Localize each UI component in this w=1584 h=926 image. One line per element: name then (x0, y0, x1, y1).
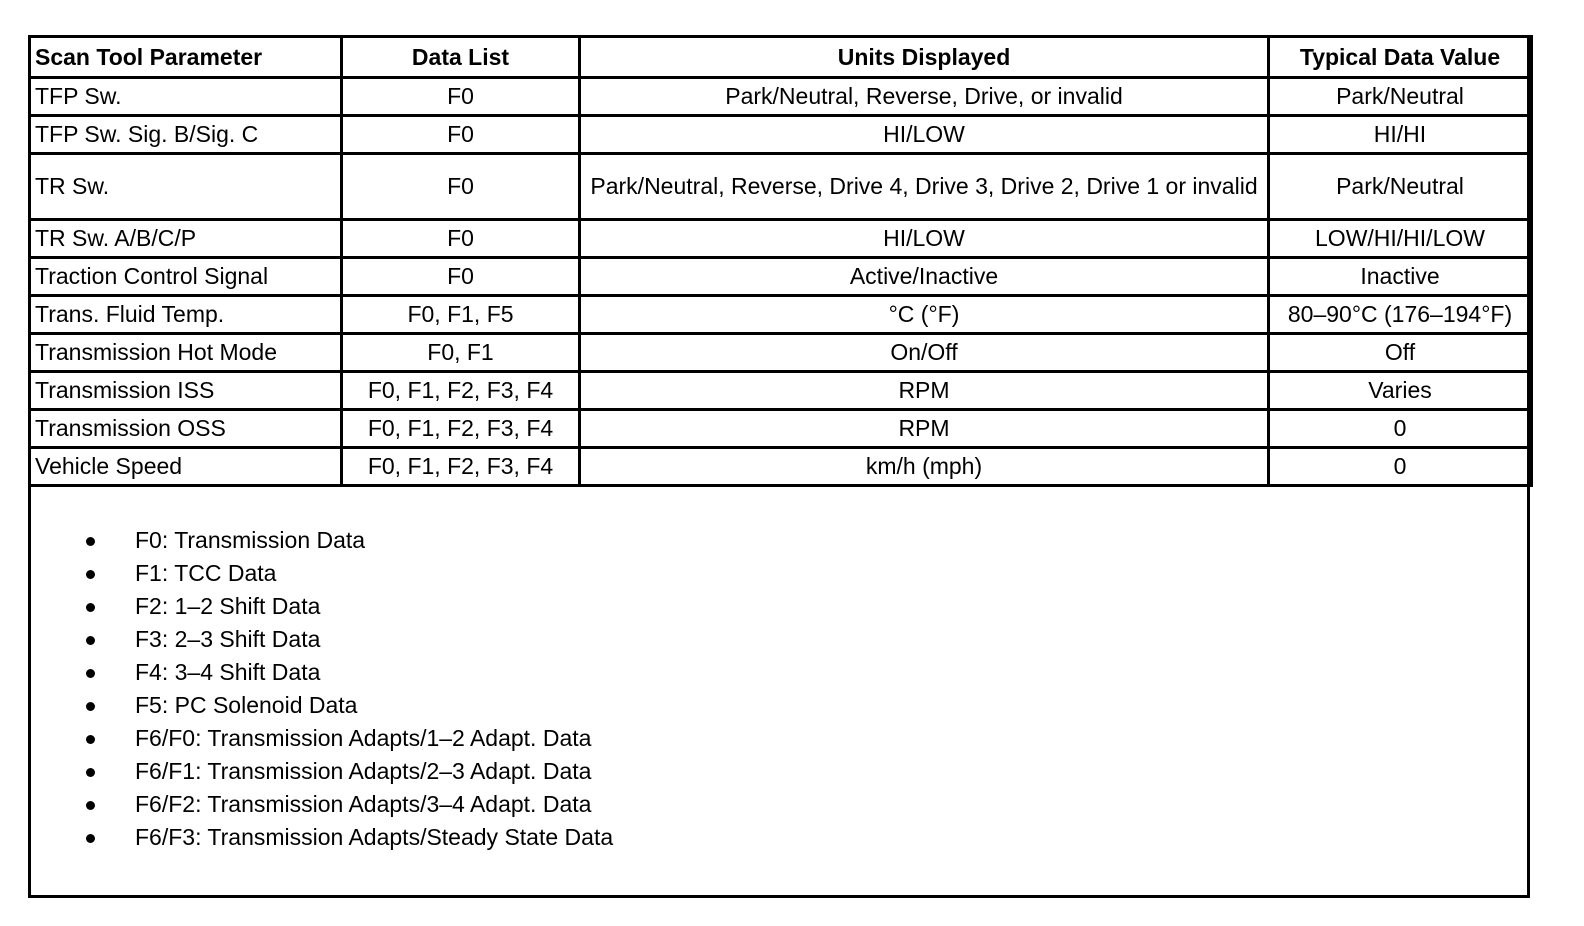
list-item (80, 821, 613, 854)
legend-text: F6/F3: Transmission Adapts/Steady State Data (135, 824, 614, 850)
cell-parameter: Transmission OSS (30, 410, 342, 448)
data-list-legend (80, 524, 613, 854)
cell-parameter: TFP Sw. Sig. B/Sig. C (30, 116, 342, 154)
cell-typical-value: Park/Neutral (1269, 154, 1532, 220)
column-header-typical-value: Typical Data Value (1269, 37, 1532, 78)
cell-units: On/Off (580, 334, 1269, 372)
cell-data-list: F0 (342, 116, 580, 154)
cell-parameter: TR Sw. (30, 154, 342, 220)
cell-units: Active/Inactive (580, 258, 1269, 296)
cell-units: °C (°F) (580, 296, 1269, 334)
cell-units: Park/Neutral, Reverse, Drive, or invalid (580, 78, 1269, 116)
column-header-data-list: Data List (342, 37, 580, 78)
legend-text: F6/F2: Transmission Adapts/3–4 Adapt. Data (135, 791, 592, 817)
cell-typical-value: Inactive (1269, 258, 1532, 296)
table-row (30, 258, 1532, 296)
cell-data-list: F0 (342, 220, 580, 258)
table-row (30, 220, 1532, 258)
cell-parameter: TFP Sw. (30, 78, 342, 116)
cell-typical-value: LOW/HI/HI/LOW (1269, 220, 1532, 258)
cell-units: HI/LOW (580, 220, 1269, 258)
bullet-icon (86, 801, 95, 810)
list-item (80, 788, 613, 821)
table-row (30, 410, 1532, 448)
cell-typical-value: HI/HI (1269, 116, 1532, 154)
cell-typical-value: 0 (1269, 410, 1532, 448)
cell-typical-value: Off (1269, 334, 1532, 372)
cell-parameter: Trans. Fluid Temp. (30, 296, 342, 334)
cell-data-list: F0, F1, F2, F3, F4 (342, 372, 580, 410)
table-row (30, 78, 1532, 116)
list-item (80, 722, 613, 755)
cell-data-list: F0, F1, F5 (342, 296, 580, 334)
bullet-icon (86, 537, 95, 546)
cell-parameter: Transmission ISS (30, 372, 342, 410)
list-item (80, 755, 613, 788)
bullet-icon (86, 669, 95, 678)
cell-parameter: Vehicle Speed (30, 448, 342, 486)
cell-data-list: F0 (342, 78, 580, 116)
cell-data-list: F0 (342, 154, 580, 220)
table-row (30, 372, 1532, 410)
table-row (30, 296, 1532, 334)
list-item (80, 623, 613, 656)
table-row (30, 116, 1532, 154)
cell-parameter: TR Sw. A/B/C/P (30, 220, 342, 258)
cell-data-list: F0, F1, F2, F3, F4 (342, 448, 580, 486)
legend-text: F3: 2–3 Shift Data (135, 626, 321, 652)
legend-text: F6/F0: Transmission Adapts/1–2 Adapt. Data (135, 725, 592, 751)
scan-tool-parameter-table (28, 35, 1533, 487)
legend-text: F0: Transmission Data (135, 527, 366, 553)
cell-units: RPM (580, 372, 1269, 410)
list-item (80, 689, 613, 722)
cell-parameter: Traction Control Signal (30, 258, 342, 296)
cell-units: RPM (580, 410, 1269, 448)
column-header-parameter: Scan Tool Parameter (30, 37, 342, 78)
bullet-icon (86, 834, 95, 843)
bullet-icon (86, 768, 95, 777)
bullet-icon (86, 702, 95, 711)
cell-typical-value: 0 (1269, 448, 1532, 486)
cell-typical-value: 80–90°C (176–194°F) (1269, 296, 1532, 334)
table-header-row (30, 37, 1532, 78)
cell-data-list: F0 (342, 258, 580, 296)
table-row (30, 154, 1532, 220)
cell-units: HI/LOW (580, 116, 1269, 154)
cell-data-list: F0, F1, F2, F3, F4 (342, 410, 580, 448)
legend-text: F1: TCC Data (135, 560, 277, 586)
bullet-icon (86, 570, 95, 579)
cell-data-list: F0, F1 (342, 334, 580, 372)
bullet-icon (86, 603, 95, 612)
legend-text: F5: PC Solenoid Data (135, 692, 358, 718)
legend-text: F4: 3–4 Shift Data (135, 659, 321, 685)
cell-units: km/h (mph) (580, 448, 1269, 486)
bullet-icon (86, 636, 95, 645)
table-row (30, 448, 1532, 486)
legend-text: F6/F1: Transmission Adapts/2–3 Adapt. Data (135, 758, 592, 784)
list-item (80, 557, 613, 590)
cell-parameter: Transmission Hot Mode (30, 334, 342, 372)
table-row (30, 334, 1532, 372)
list-item (80, 656, 613, 689)
cell-units: Park/Neutral, Reverse, Drive 4, Drive 3, Drive 2, Drive 1 or invalid (580, 154, 1269, 220)
column-header-units: Units Displayed (580, 37, 1269, 78)
bullet-icon (86, 735, 95, 744)
legend-text: F2: 1–2 Shift Data (135, 593, 321, 619)
list-item (80, 524, 613, 557)
cell-typical-value: Varies (1269, 372, 1532, 410)
cell-typical-value: Park/Neutral (1269, 78, 1532, 116)
list-item (80, 590, 613, 623)
